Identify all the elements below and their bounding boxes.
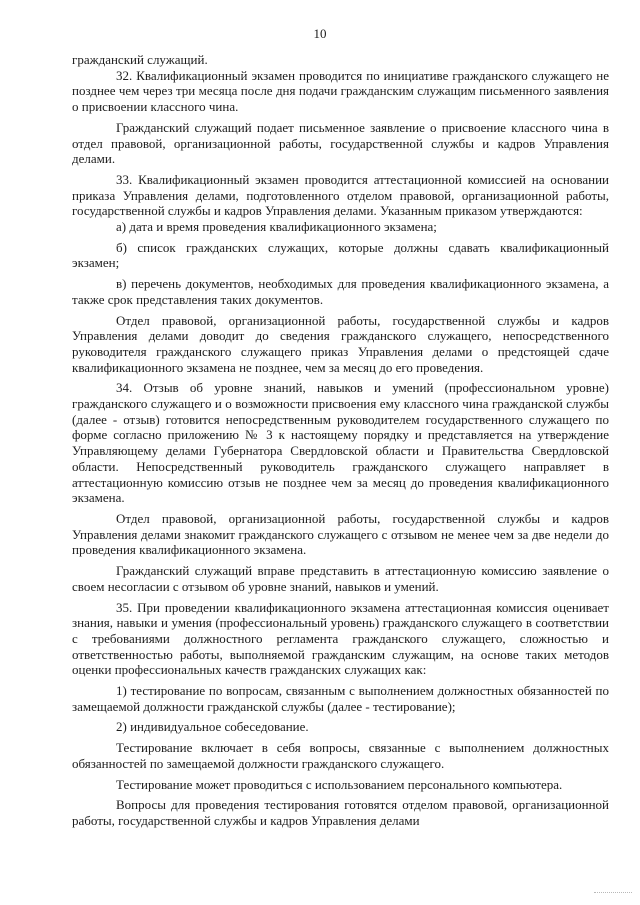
scan-edge-mark xyxy=(594,892,632,893)
paragraph-department-notice: Отдел правовой, организационной работы, государственной службы и кадров Управления делами доводит до сведения гражданского служащего, непосредственного руководителя гражданского служащего приказ Управления делами о предстоящей сдаче квалификационного экзамена не позднее, чем за месяц до его проведения. xyxy=(72,312,609,375)
paragraph-application: Гражданский служащий подает письменное заявление о присвоение классного чина в отдел правовой, организационной работы, государственной службы и кадров Управления делами. xyxy=(72,119,609,167)
page-number: 10 xyxy=(313,26,327,41)
paragraph-item-34: 34. Отзыв об уровне знаний, навыков и умений (профессиональном уровне) гражданского служащего и о возможности присвоения ему классного чина гражданской службы (далее - отзыв) готовится непосредственным руководителем государственного служащего по форме согласно приложению № 3 к настоящему порядку и представляется на утверждение Управляющему делами Губернатора Свердловской области и Правительства Свердловской области. Непосредственный руководитель гражданского служащего направляет в аттестационную комиссию отзыв не позднее чем за месяц до проведения квалификационного экзамена. xyxy=(72,380,609,506)
list-item-1: 1) тестирование по вопросам, связанным с выполнением должностных обязанностей по замещаемой должности гражданской службы (далее - тестирование); xyxy=(72,683,609,714)
paragraph-testing-content: Тестирование включает в себя вопросы, связанные с выполнением должностных обязанностей по замещаемой должности гражданского служащего. xyxy=(72,740,609,771)
document-body xyxy=(72,52,609,829)
paragraph-testing-questions: Вопросы для проведения тестирования готовятся отделом правовой, организационной работы, государственной службы и кадров Управления делами xyxy=(72,797,609,828)
paragraph-item-35: 35. При проведении квалификационного экзамена аттестационная комиссия оценивает знания, навыки и умения (профессиональный уровень) гражданского служащего в соответствии с требованиями должностного регламента гражданского служащего, сложностью и ответственностью работы, выполняемой гражданским служащим, на основе таких методов оценки профессиональных качеств гражданских служащих как: xyxy=(72,599,609,678)
list-item-c: в) перечень документов, необходимых для проведения квалификационного экзамена, а также срок представления таких документов. xyxy=(72,276,609,307)
paragraph-item-32: 32. Квалификационный экзамен проводится по инициативе гражданского служащего не позднее чем через три месяца после дня подачи гражданским служащим письменного заявления о присвоении классного чина. xyxy=(72,67,609,115)
paragraph-review-acquaint: Отдел правовой, организационной работы, государственной службы и кадров Управления делами знакомит гражданского служащего с отзывом не менее чем за две недели до проведения квалификационного экзамена. xyxy=(72,510,609,558)
paragraph-disagreement: Гражданский служащий вправе представить в аттестационную комиссию заявление о своем несогласии с отзывом об уровне знаний, навыков и умений. xyxy=(72,563,609,594)
paragraph-testing-computer: Тестирование может проводиться с использованием персонального компьютера. xyxy=(116,776,563,792)
list-item-a: а) дата и время проведения квалификационного экзамена; xyxy=(116,219,437,235)
paragraph-continuation: гражданский служащий. xyxy=(72,52,208,67)
paragraph-item-33: 33. Квалификационный экзамен проводится аттестационной комиссией на основании приказа Управления делами, подготовленного отделом правовой, организационной работы, государственной службы и кадров Управления делами. Указанным приказом утверждаются: xyxy=(72,171,609,219)
list-item-2: 2) индивидуальное собеседование. xyxy=(116,719,309,735)
list-item-b: б) список гражданских служащих, которые должны сдавать квалификационный экзамен; xyxy=(72,239,609,271)
